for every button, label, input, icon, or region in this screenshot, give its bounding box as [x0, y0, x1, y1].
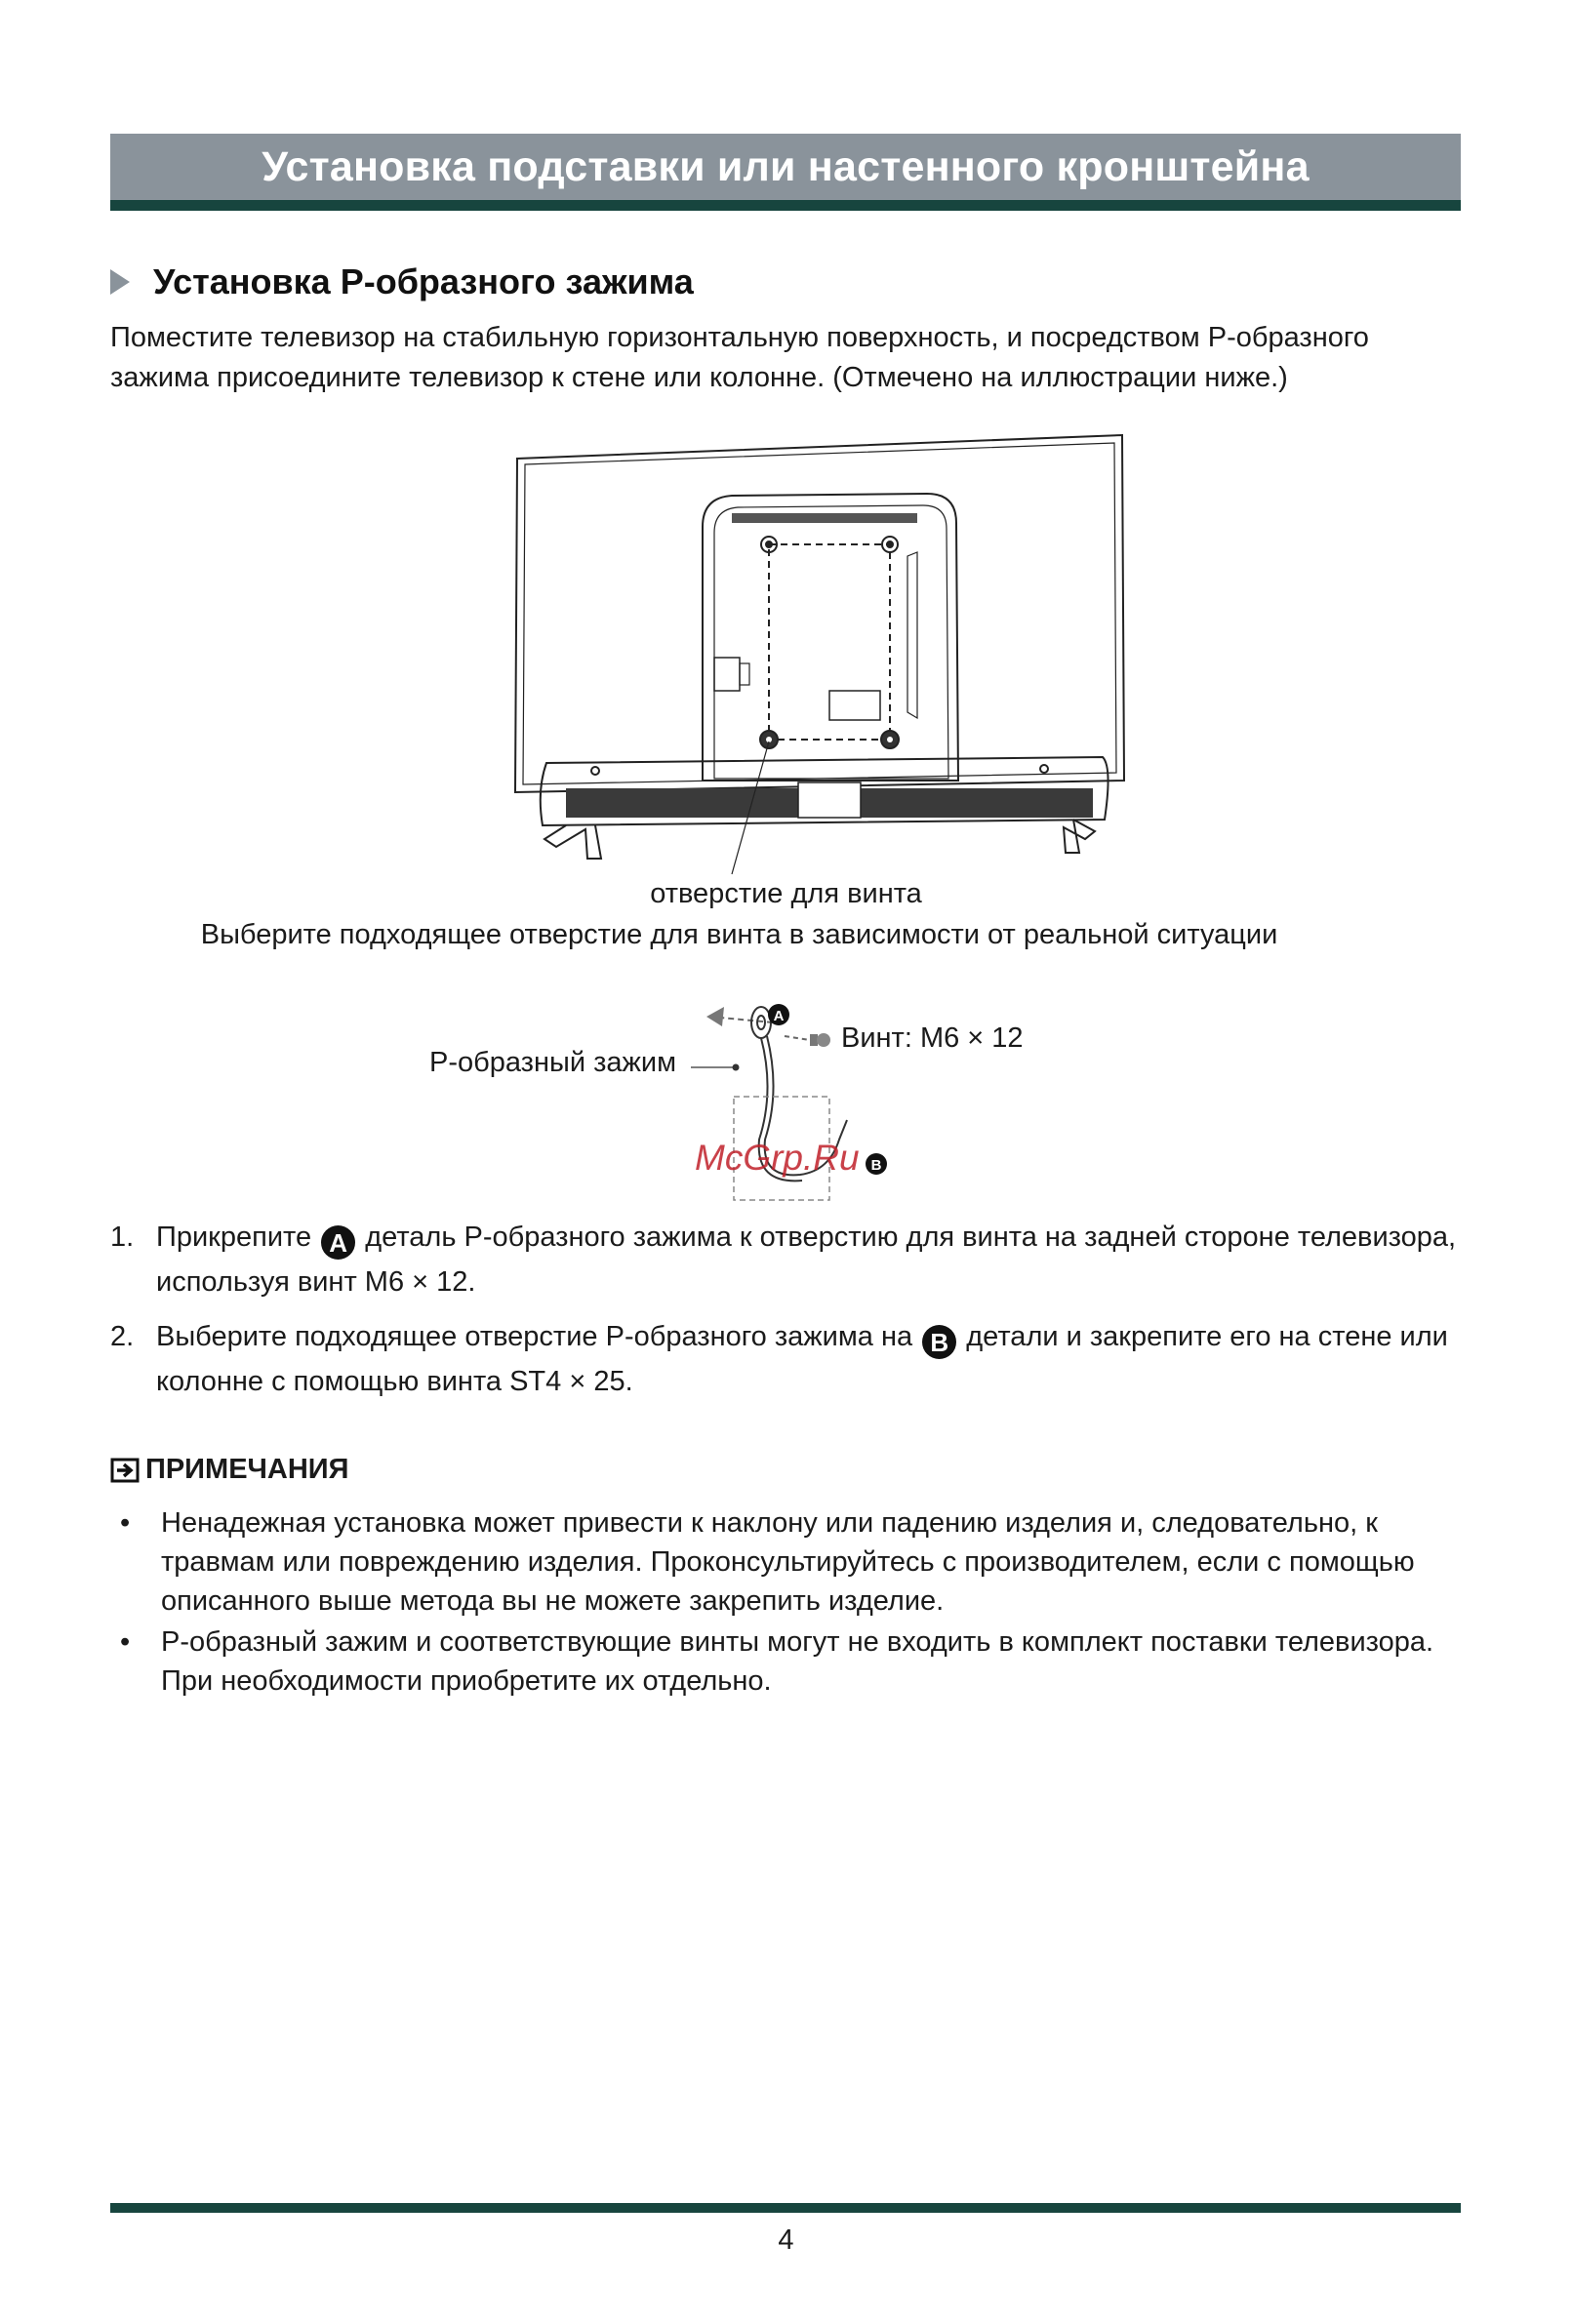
footer-divider [110, 2203, 1461, 2213]
page-header-banner [110, 134, 1461, 211]
marker-a-icon: A [321, 1225, 355, 1260]
step-text-after: детали и закрепите его на стене или колонне с помощью винта ST4 × 25. [156, 1321, 1448, 1397]
marker-a-label: A [773, 1008, 785, 1024]
marker-b-label: B [870, 1157, 882, 1174]
step-item [110, 1215, 1467, 1304]
step-number: 2. [110, 1321, 135, 1352]
notes-heading [110, 1454, 348, 1486]
marker-b-icon: B [922, 1325, 956, 1359]
note-text: Р-образный зажим и соответствующие винты могут не входить в комплект поставки телевизора. При необходимости приобретите их отдельно. [161, 1626, 1434, 1697]
note-item [110, 1503, 1476, 1621]
step-number: 1. [110, 1222, 135, 1253]
intro-paragraph: Поместите телевизор на стабильную горизонтальную поверхность, и посредством Р-образного зажима присоедините телевизор к стене или колонне. (Отмечено на иллюстрации ниже.) [110, 322, 1369, 393]
choose-hole-caption: Выберите подходящее отверстие для винта в зависимости от реальной ситуации [200, 919, 1278, 950]
tv-stand-left [544, 825, 601, 859]
step-text-before: Прикрепите [156, 1222, 312, 1253]
screw-hole-caption: отверстие для винта [650, 878, 922, 909]
triangle-arrow-icon [110, 269, 130, 295]
p-clip-label: Р-образный зажим [429, 1047, 677, 1078]
tv-stand-right [1064, 820, 1095, 853]
note-item [110, 1623, 1476, 1701]
tv-housing [703, 494, 958, 781]
step-item [110, 1314, 1467, 1404]
steps-list [110, 1215, 1467, 1414]
bullet: • [120, 1626, 131, 1658]
page-title: Установка подставки или настенного кронштейна [262, 142, 1310, 190]
notes-list [110, 1503, 1476, 1703]
bullet: • [120, 1507, 131, 1539]
page-number: 4 [778, 2224, 794, 2256]
screw-spec-label: Винт: M6 × 12 [841, 1022, 1024, 1054]
tv-rear-illustration [498, 429, 1142, 888]
step-text-before: Выберите подходящее отверстие Р-образного зажима на [156, 1321, 913, 1352]
section-title: Установка Р-образного зажима [153, 261, 694, 301]
watermark: McGrp.Ru [695, 1138, 860, 1178]
note-text: Ненадежная установка может привести к наклону или падению изделия и, следовательно, к травмам или повреждению изделия. Проконсультируйтесь с производителем, если с помощью описанного выше метода вы не можете закрепить изделие. [161, 1507, 1415, 1617]
section-heading [110, 261, 694, 302]
step-text-after: деталь Р-образного зажима к отверстию для винта на задней стороне телевизора, используя винт M6 × 12. [156, 1222, 1457, 1298]
notes-title: ПРИМЕЧАНИЯ [145, 1454, 349, 1485]
note-arrow-icon [110, 1458, 140, 1483]
